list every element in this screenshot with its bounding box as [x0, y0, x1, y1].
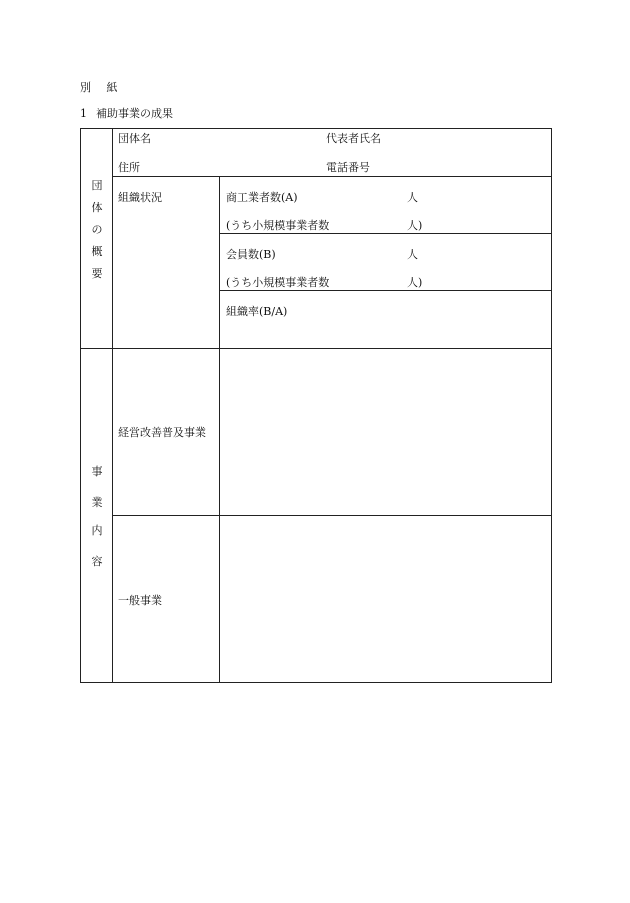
commerce-small-unit: 人) [407, 219, 423, 232]
section-number: 1 [80, 107, 87, 120]
commerce-count-label: 商工業者数(A) [226, 191, 298, 204]
address-label: 住所 [118, 161, 140, 174]
page-heading: 別 紙 [80, 81, 124, 94]
commerce-count-unit: 人 [407, 191, 418, 204]
commerce-small-label: (うち小規模事業者数 [226, 219, 330, 232]
divider-commerce-row [219, 233, 552, 234]
member-count-label: 会員数(B) [226, 248, 276, 261]
organization-status-label: 組織状況 [118, 191, 162, 204]
group-name-label: 団体名 [118, 132, 151, 145]
group-overview-side-label: 団 体 の 概 要 [91, 179, 103, 280]
organization-rate-label: 組織率(B/A) [226, 305, 288, 318]
representative-name-label: 代表者氏名 [326, 132, 381, 145]
member-small-label: (うち小規模事業者数 [226, 276, 330, 289]
phone-number-label: 電話番号 [326, 161, 370, 174]
divider-business-row [112, 515, 552, 516]
general-business-label: 一般事業 [118, 594, 162, 607]
divider-left-column [112, 129, 113, 683]
member-small-unit: 人) [407, 276, 423, 289]
report-form-table [80, 128, 552, 683]
divider-member-row [219, 290, 552, 291]
management-improvement-label: 経営改善普及事業 [118, 426, 206, 439]
business-content-side-label: 事 業 内 容 [91, 465, 103, 568]
divider-section [81, 348, 552, 349]
section-title-text: 補助事業の成果 [96, 107, 173, 120]
member-count-unit: 人 [407, 248, 418, 261]
section-title [80, 108, 173, 119]
divider-middle-column [219, 176, 220, 683]
divider-info-row [112, 176, 552, 177]
